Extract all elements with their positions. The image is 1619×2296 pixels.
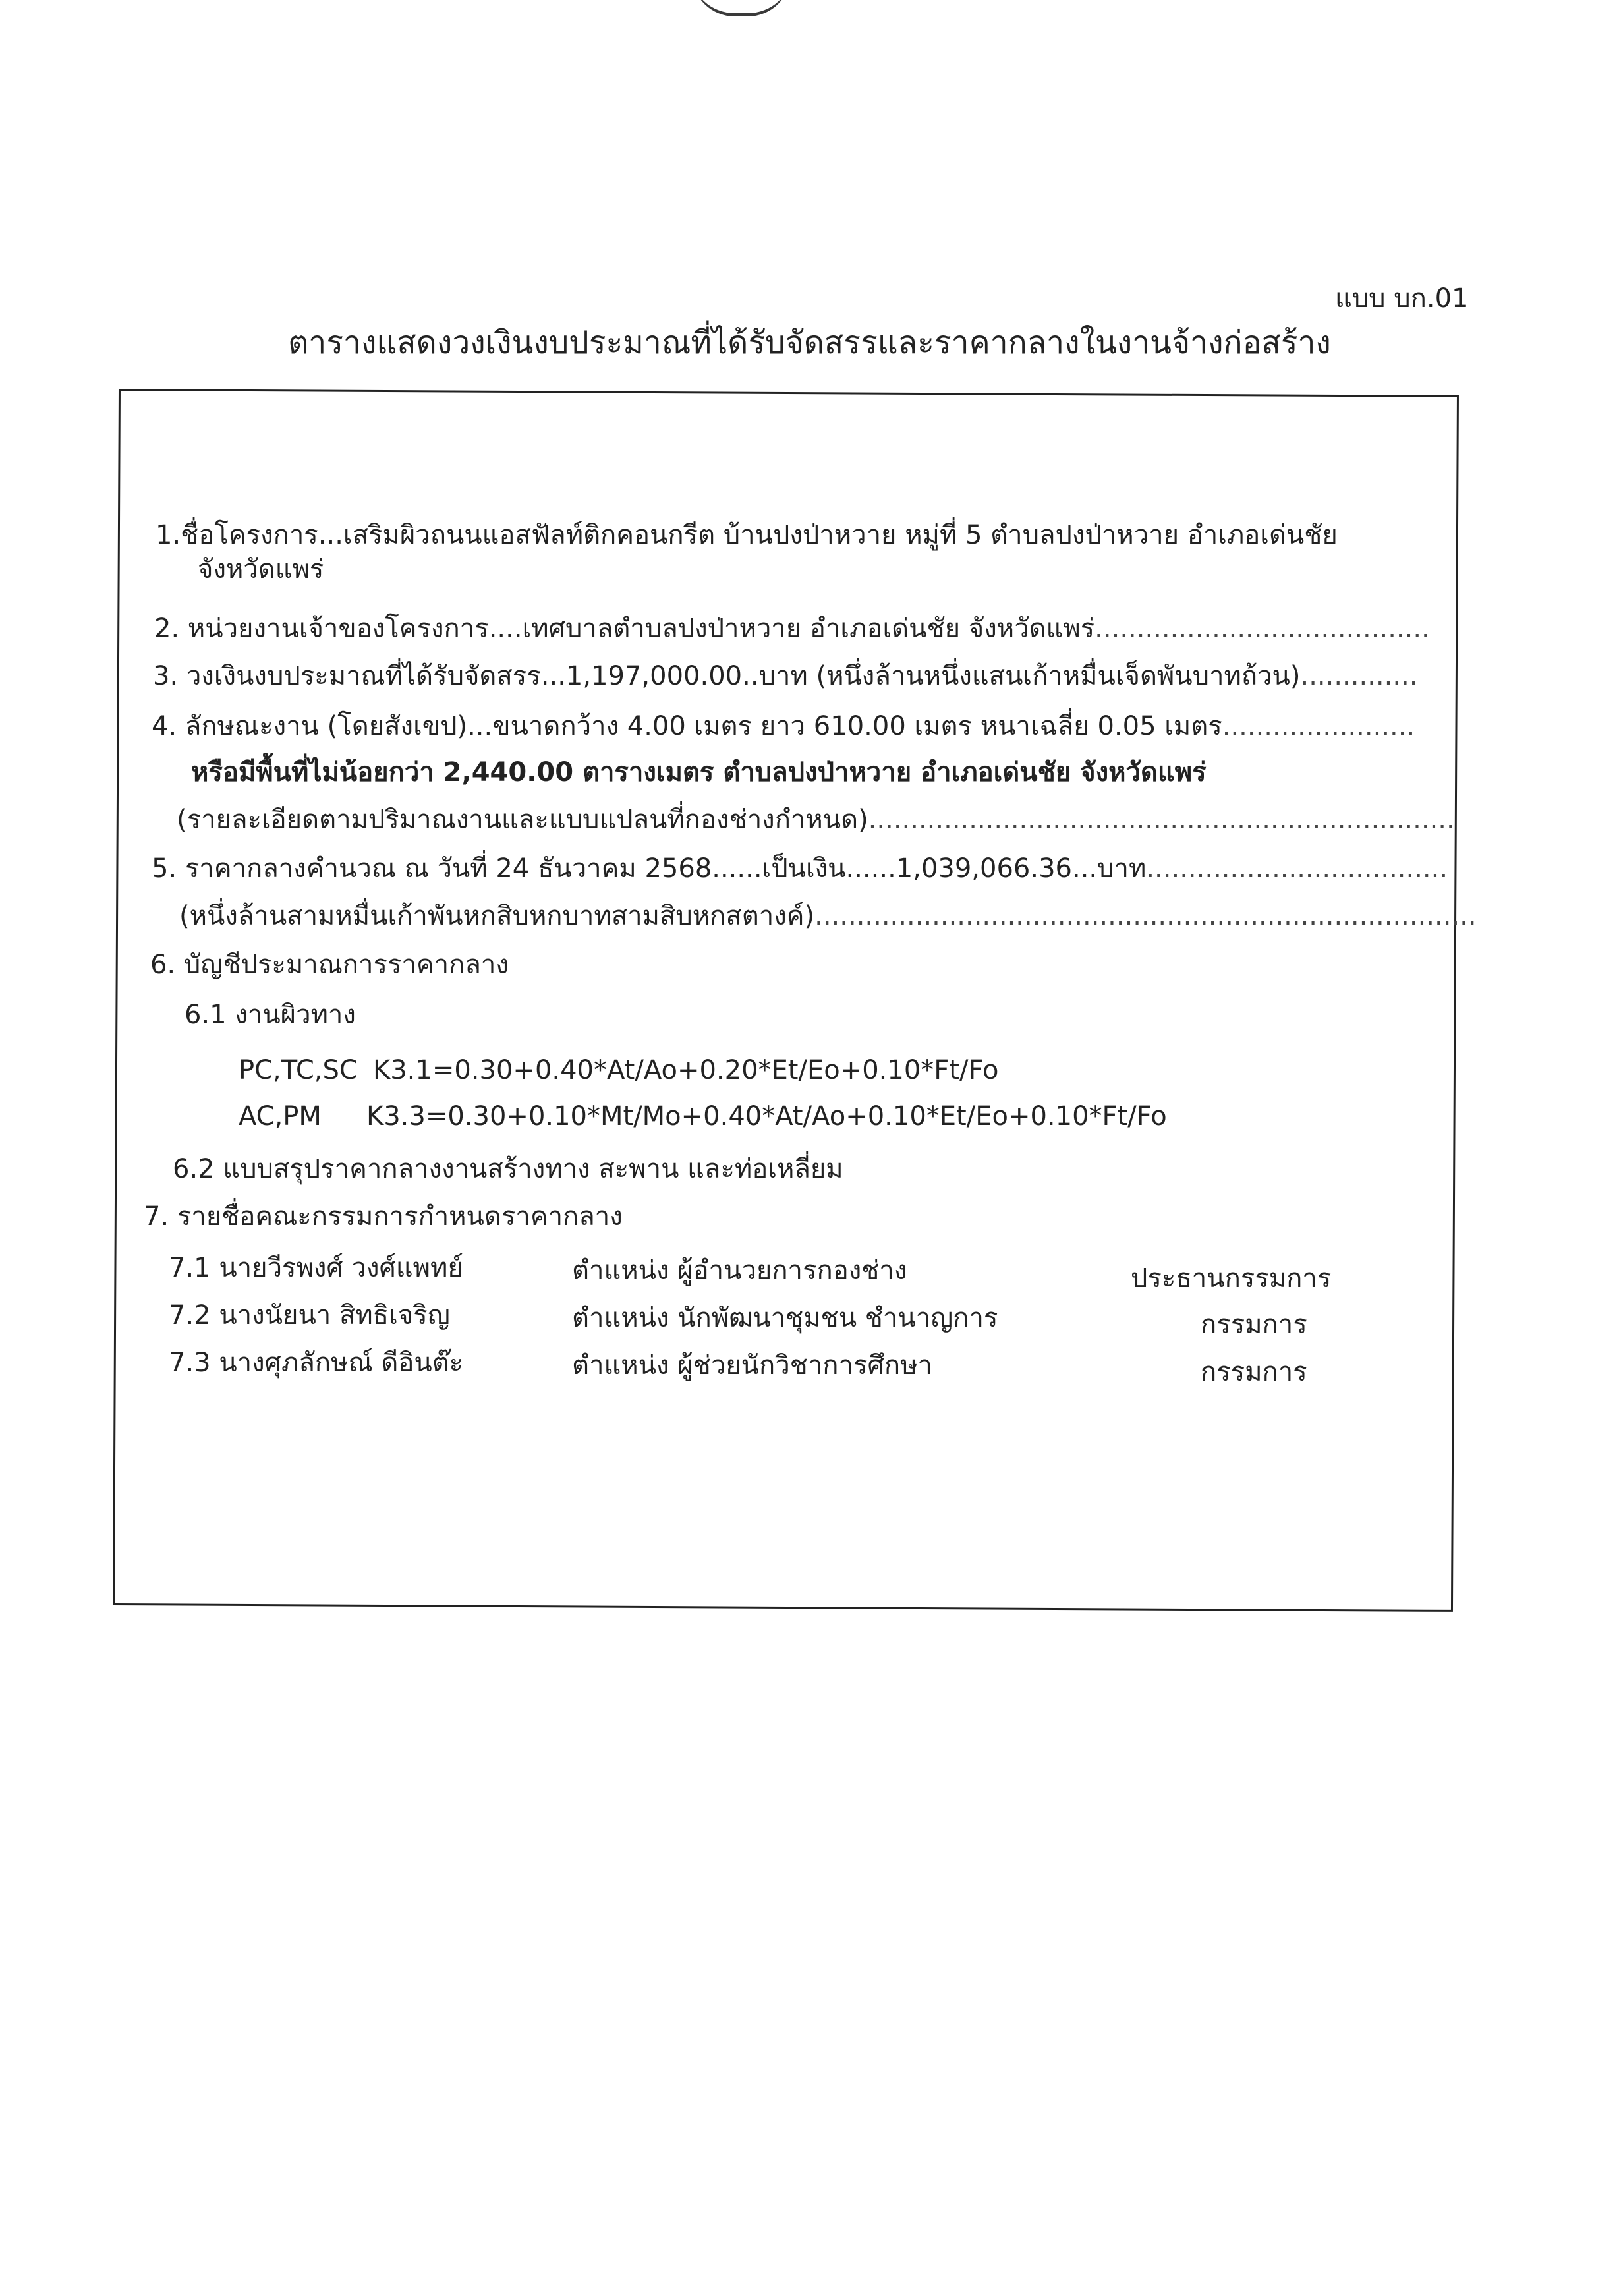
member-position-3: ตำแหน่ง ผู้ช่วยนักวิชาการศึกษา [572, 1350, 932, 1381]
median-price-words: (หนึ่งล้านสามหมื่นเก้าพันหกสิบหกบาทสามสิบหกสตางค์) [179, 901, 815, 931]
median-price-words-line [179, 900, 1477, 932]
work-description-text: 4. ลักษณะงาน (โดยสังเขป)...ขนาดกว้าง 4.00 เมตร ยาว 610.00 เมตร หนาเฉลี่ย 0.05 เมตร [152, 711, 1222, 741]
surface-work-subheading: 6.1 งานผิวทาง [185, 1000, 356, 1030]
formula-type-2: AC,PM [239, 1101, 322, 1132]
form-code: แบบ บก.01 [1335, 283, 1469, 314]
work-details-dots: ...................................................................... [868, 805, 1455, 835]
cost-estimate-heading: 6. บัญชีประมาณการราคากลาง [150, 950, 509, 980]
scan-artifact-mark [692, 0, 791, 16]
owner-agency-text: 2. หน่วยงานเจ้าของโครงการ....เทศบาลตำบลปงป่าหวาย อำเภอเด่นชัย จังหวัดแพร่ [154, 614, 1095, 644]
work-area-line: หรือมีพื้นที่ไม่น้อยกว่า 2,440.00 ตารางเมตร ตำบลปงป่าหวาย อำเภอเด่นชัย จังหวัดแพร่ [191, 757, 1207, 788]
work-details-text: (รายละเอียดตามปริมาณงานและแบบแปลนที่กองช่างกำหนด) [177, 805, 868, 835]
member-role-1: ประธานกรรมการ [1131, 1263, 1332, 1294]
budget-dots: .............. [1300, 661, 1418, 691]
formula-type-1: PC,TC,SC [239, 1055, 358, 1085]
project-name-line1: 1.ชื่อโครงการ...เสริมผิวถนนแอสฟัลท์ติกคอนกรีต บ้านปงป่าหวาย หมู่ที่ 5 ตำบลปงป่าหวาย อำเภอเด่นชัย [156, 520, 1338, 550]
work-description-dots: ....................... [1222, 711, 1415, 741]
median-price-line [152, 853, 1448, 884]
member-role-3: กรรมการ [1201, 1357, 1307, 1387]
budget-text: 3. วงเงินงบประมาณที่ได้รับจัดสรร...1,197,000.00..บาท (หนึ่งล้านหนึ่งแสนเก้าหมื่นเจ็ดพันบาทถ้วน) [153, 661, 1301, 691]
formula-expr-1: K3.1=0.30+0.40*At/Ao+0.20*Et/Eo+0.10*Ft/Fo [373, 1055, 999, 1085]
member-name-3: 7.3 นางศุภลักษณ์ ดีอินต๊ะ [169, 1348, 464, 1378]
member-name-2: 7.2 นางนัยนา สิทธิเจริญ [169, 1300, 450, 1331]
member-name-1: 7.1 นายวีรพงศ์ วงศ์แพทย์ [169, 1253, 463, 1283]
committee-heading: 7. รายชื่อคณะกรรมการกำหนดราคากลาง [144, 1201, 623, 1232]
median-price-dots: .................................... [1146, 853, 1448, 884]
median-price-text: 5. ราคากลางคำนวณ ณ วันที่ 24 ธันวาคม 2568......เป็นเงิน......1,039,066.36...บาท [152, 853, 1147, 884]
budget-line [153, 660, 1418, 692]
work-details-line [177, 804, 1455, 836]
owner-agency-dots: ........................................ [1094, 614, 1430, 644]
median-price-words-dots: ............................................................................... [814, 901, 1477, 931]
work-description-line1 [152, 710, 1415, 742]
formula-expr-2: K3.3=0.30+0.10*Mt/Mo+0.40*At/Ao+0.10*Et/Eo+0.10*Ft/Fo [366, 1101, 1167, 1132]
price-summary-subheading: 6.2 แบบสรุปราคากลางงานสร้างทาง สะพาน และท่อเหลี่ยม [173, 1154, 843, 1184]
member-position-2: ตำแหน่ง นักพัฒนาชุมชน ชำนาญการ [572, 1303, 998, 1333]
document-title: ตารางแสดงวงเงินงบประมาณที่ได้รับจัดสรรและราคากลางในงานจ้างก่อสร้าง [288, 324, 1331, 361]
member-role-2: กรรมการ [1201, 1309, 1307, 1340]
member-position-1: ตำแหน่ง ผู้อำนวยการกองช่าง [572, 1255, 907, 1286]
project-name-line2: จังหวัดแพร่ [198, 554, 324, 585]
owner-agency-line [154, 613, 1430, 645]
